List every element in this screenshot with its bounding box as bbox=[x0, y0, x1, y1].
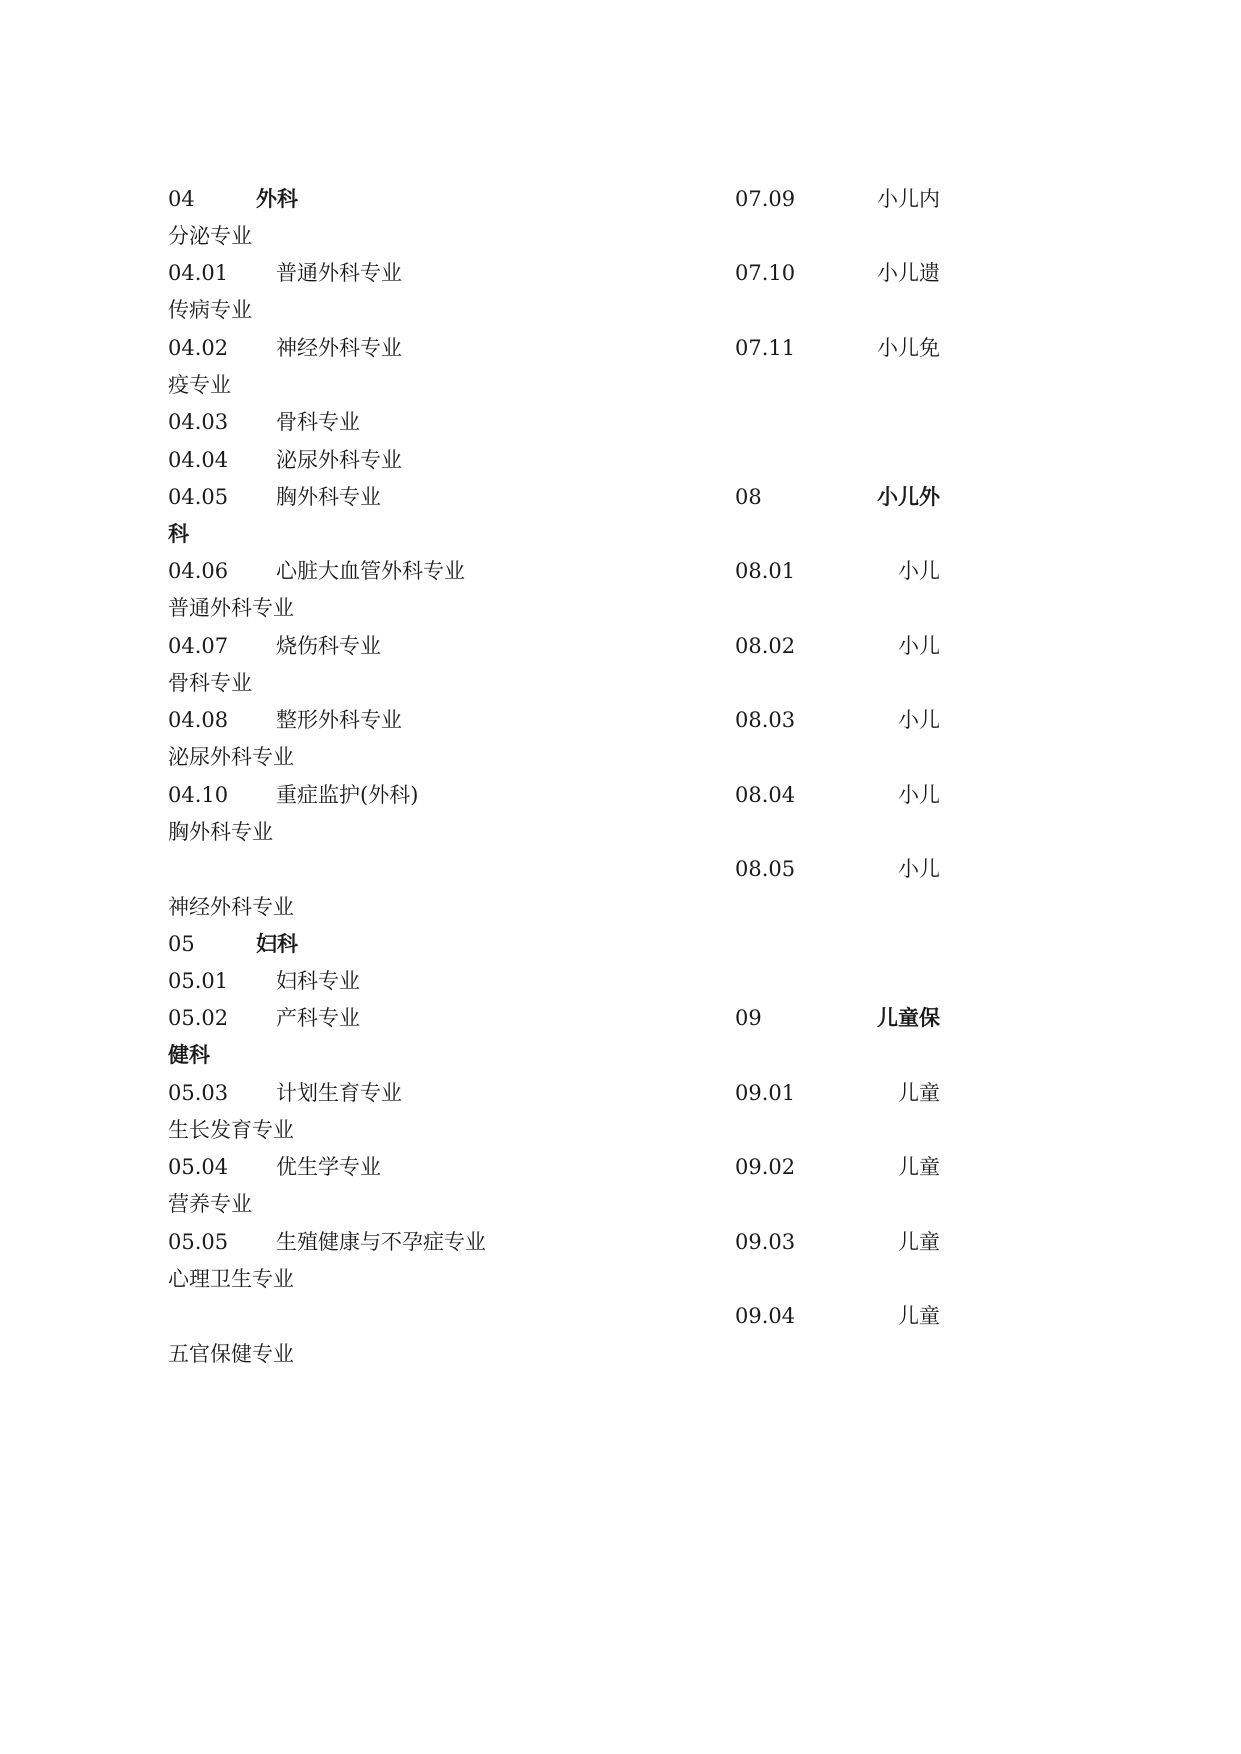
section-title: 儿童保 bbox=[877, 1006, 940, 1030]
row-name: 神经外科专业 bbox=[276, 336, 402, 360]
row-name: 小儿 bbox=[898, 559, 940, 583]
row-code: 09.02 bbox=[735, 1155, 796, 1179]
row-code: 04.03 bbox=[168, 410, 229, 434]
row-name: 产科专业 bbox=[276, 1006, 360, 1030]
wrapped-text: 科 bbox=[168, 522, 189, 546]
row-name: 骨科专业 bbox=[276, 410, 360, 434]
row-code: 08.04 bbox=[735, 783, 796, 807]
row-name: 普通外科专业 bbox=[276, 261, 402, 285]
wrapped-text: 普通外科专业 bbox=[168, 596, 294, 620]
row-code: 04.05 bbox=[168, 485, 229, 509]
row-name: 儿童 bbox=[898, 1155, 940, 1179]
row-code: 04.08 bbox=[168, 708, 229, 732]
row-code: 05 bbox=[168, 932, 195, 956]
row-name: 小儿 bbox=[898, 857, 940, 881]
wrapped-text: 胸外科专业 bbox=[168, 820, 273, 844]
row-code: 05.03 bbox=[168, 1081, 229, 1105]
wrapped-text: 骨科专业 bbox=[168, 671, 252, 695]
row-code: 09.03 bbox=[735, 1230, 796, 1254]
wrapped-text: 心理卫生专业 bbox=[168, 1267, 294, 1291]
wrapped-text: 神经外科专业 bbox=[168, 895, 294, 919]
row-name: 小儿 bbox=[898, 708, 940, 732]
wrapped-text: 生长发育专业 bbox=[168, 1118, 294, 1142]
row-code: 04 bbox=[168, 187, 195, 211]
row-code: 08.03 bbox=[735, 708, 796, 732]
row-code: 09.04 bbox=[735, 1304, 796, 1328]
row-name: 妇科专业 bbox=[276, 969, 360, 993]
row-name: 胸外科专业 bbox=[276, 485, 381, 509]
row-code: 04.02 bbox=[168, 336, 229, 360]
row-code: 08.05 bbox=[735, 857, 796, 881]
section-title: 小儿外 bbox=[877, 485, 940, 509]
row-name: 计划生育专业 bbox=[276, 1081, 402, 1105]
row-name: 生殖健康与不孕症专业 bbox=[276, 1230, 486, 1254]
wrapped-text: 五官保健专业 bbox=[168, 1342, 294, 1366]
row-code: 09 bbox=[735, 1006, 762, 1030]
row-code: 04.06 bbox=[168, 559, 229, 583]
row-name: 心脏大血管外科专业 bbox=[276, 559, 465, 583]
section-title: 外科 bbox=[256, 187, 298, 211]
row-name: 优生学专业 bbox=[276, 1155, 381, 1179]
row-code: 04.01 bbox=[168, 261, 229, 285]
row-code: 07.10 bbox=[735, 261, 796, 285]
row-name: 泌尿外科专业 bbox=[276, 448, 402, 472]
row-code: 05.01 bbox=[168, 969, 229, 993]
row-name: 烧伤科专业 bbox=[276, 634, 381, 658]
row-name: 小儿免 bbox=[877, 336, 940, 360]
wrapped-text: 分泌专业 bbox=[168, 224, 252, 248]
row-code: 08.02 bbox=[735, 634, 796, 658]
wrapped-text: 营养专业 bbox=[168, 1192, 252, 1216]
row-name: 儿童 bbox=[898, 1081, 940, 1105]
row-code: 08 bbox=[735, 485, 762, 509]
row-name: 儿童 bbox=[898, 1230, 940, 1254]
row-name: 儿童 bbox=[898, 1304, 940, 1328]
row-code: 04.04 bbox=[168, 448, 229, 472]
row-code: 09.01 bbox=[735, 1081, 796, 1105]
row-name: 小儿 bbox=[898, 783, 940, 807]
section-title: 妇科 bbox=[256, 932, 298, 956]
row-code: 07.09 bbox=[735, 187, 796, 211]
row-code: 07.11 bbox=[735, 336, 796, 360]
row-code: 04.10 bbox=[168, 783, 229, 807]
wrapped-text: 健科 bbox=[168, 1043, 210, 1067]
row-code: 08.01 bbox=[735, 559, 796, 583]
row-name: 重症监护(外科) bbox=[276, 783, 419, 807]
wrapped-text: 疫专业 bbox=[168, 373, 231, 397]
row-code: 04.07 bbox=[168, 634, 229, 658]
row-name: 小儿 bbox=[898, 634, 940, 658]
wrapped-text: 传病专业 bbox=[168, 298, 252, 322]
row-code: 05.05 bbox=[168, 1230, 229, 1254]
row-name: 小儿内 bbox=[877, 187, 940, 211]
row-name: 小儿遗 bbox=[877, 261, 940, 285]
row-code: 05.04 bbox=[168, 1155, 229, 1179]
wrapped-text: 泌尿外科专业 bbox=[168, 745, 294, 769]
row-code: 05.02 bbox=[168, 1006, 229, 1030]
row-name: 整形外科专业 bbox=[276, 708, 402, 732]
